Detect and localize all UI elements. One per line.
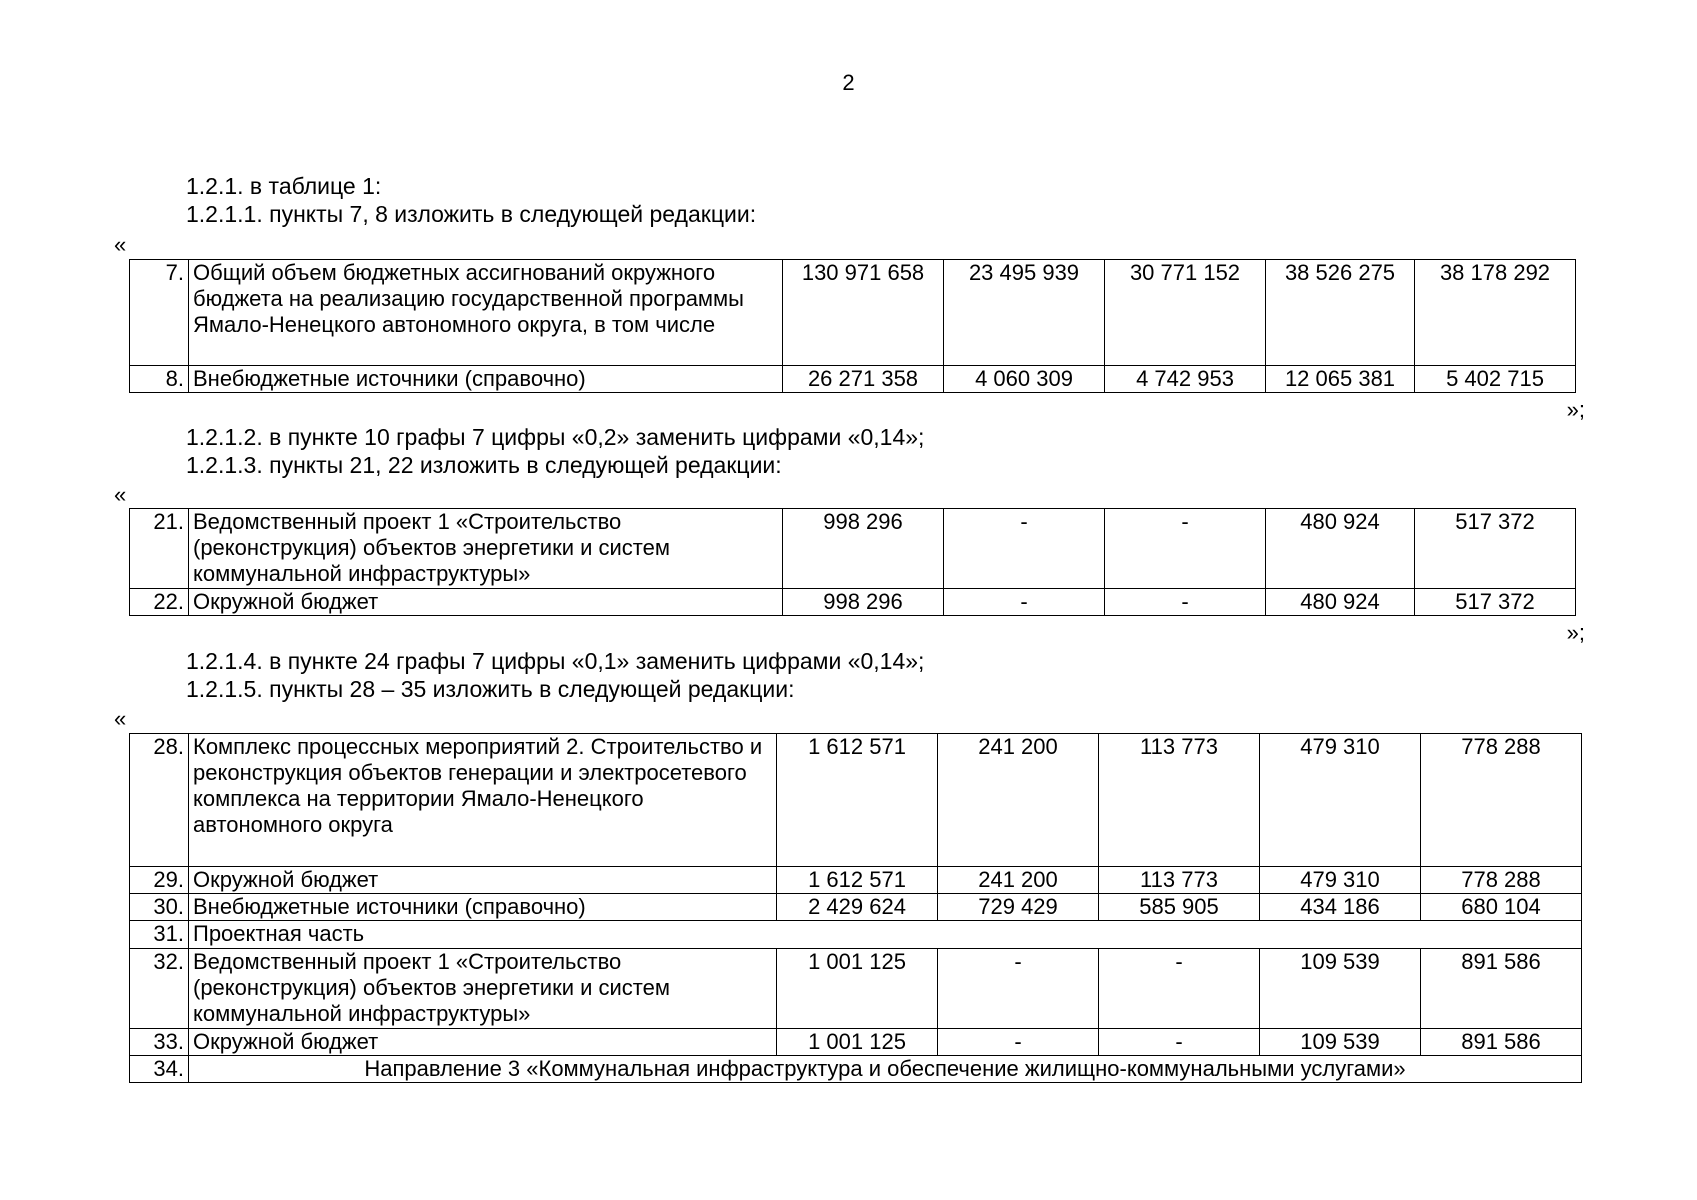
row-name: Ведомственный проект 1 «Строительство (реконструкция) объектов энергетики и систем коммунальной инфраструктуры»	[189, 509, 783, 589]
table-row	[130, 589, 1576, 616]
table-rows-21-22	[129, 508, 1576, 616]
value-cell: 38 526 275	[1266, 260, 1415, 366]
value-cell: -	[1105, 509, 1266, 589]
table-row	[130, 509, 1576, 589]
table-row	[130, 867, 1582, 894]
table-row	[130, 894, 1582, 921]
value-cell: 998 296	[783, 589, 944, 616]
value-cell: 517 372	[1415, 589, 1576, 616]
paragraph-1-2-1-4: 1.2.1.4. в пункте 24 графы 7 цифры «0,1» заменить цифрами «0,14»;	[186, 648, 925, 674]
value-cell: -	[944, 509, 1105, 589]
paragraph-1-2-1-1: 1.2.1.1. пункты 7, 8 изложить в следующей редакции:	[186, 201, 757, 227]
row-number: 8.	[130, 366, 189, 393]
value-cell: 113 773	[1099, 734, 1260, 867]
value-cell: 778 288	[1421, 734, 1582, 867]
row-number: 32.	[130, 949, 189, 1029]
table-row	[130, 949, 1582, 1029]
section-heading-cell: Проектная часть	[189, 921, 1582, 949]
open-quote-3: «	[114, 706, 127, 731]
table-rows-7-8	[129, 259, 1576, 393]
value-cell: 680 104	[1421, 894, 1582, 921]
paragraph-1-2-1: 1.2.1. в таблице 1:	[186, 173, 382, 199]
row-number: 34.	[130, 1056, 189, 1083]
value-cell: 130 971 658	[783, 260, 944, 366]
open-quote-1: «	[114, 232, 127, 257]
value-cell: 38 178 292	[1415, 260, 1576, 366]
value-cell: 4 742 953	[1105, 366, 1266, 393]
value-cell: 479 310	[1260, 867, 1421, 894]
value-cell: 109 539	[1260, 949, 1421, 1029]
value-cell: -	[938, 949, 1099, 1029]
row-name: Окружной бюджет	[189, 867, 777, 894]
row-name: Комплекс процессных мероприятий 2. Строительство и реконструкция объектов генерации и электросетевого комплекса на территории Ямало-Ненецкого автономного округа	[189, 734, 777, 867]
value-cell: 1 001 125	[777, 1029, 938, 1056]
value-cell: 479 310	[1260, 734, 1421, 867]
value-cell: 12 065 381	[1266, 366, 1415, 393]
close-quote-1: »;	[1566, 397, 1585, 422]
table-row	[130, 366, 1576, 393]
value-cell: -	[1105, 589, 1266, 616]
row-name: Внебюджетные источники (справочно)	[189, 894, 777, 921]
value-cell: -	[1099, 949, 1260, 1029]
row-number: 30.	[130, 894, 189, 921]
table-row	[130, 921, 1582, 949]
value-cell: 891 586	[1421, 1029, 1582, 1056]
row-number: 28.	[130, 734, 189, 867]
row-name: Окружной бюджет	[189, 1029, 777, 1056]
paragraph-1-2-1-2: 1.2.1.2. в пункте 10 графы 7 цифры «0,2» заменить цифрами «0,14»;	[186, 424, 925, 450]
value-cell: 2 429 624	[777, 894, 938, 921]
value-cell: 998 296	[783, 509, 944, 589]
value-cell: 4 060 309	[944, 366, 1105, 393]
value-cell: 109 539	[1260, 1029, 1421, 1056]
value-cell: 241 200	[938, 867, 1099, 894]
open-quote-2: «	[114, 482, 127, 507]
value-cell: 1 612 571	[777, 867, 938, 894]
value-cell: 891 586	[1421, 949, 1582, 1029]
paragraph-1-2-1-3: 1.2.1.3. пункты 21, 22 изложить в следующей редакции:	[186, 452, 782, 478]
row-name: Внебюджетные источники (справочно)	[189, 366, 783, 393]
value-cell: -	[938, 1029, 1099, 1056]
row-number: 31.	[130, 921, 189, 949]
value-cell: 1 612 571	[777, 734, 938, 867]
value-cell: 585 905	[1099, 894, 1260, 921]
value-cell: 26 271 358	[783, 366, 944, 393]
row-number: 7.	[130, 260, 189, 366]
row-number: 29.	[130, 867, 189, 894]
value-cell: 23 495 939	[944, 260, 1105, 366]
value-cell: 113 773	[1099, 867, 1260, 894]
value-cell: 1 001 125	[777, 949, 938, 1029]
row-name: Ведомственный проект 1 «Строительство (реконструкция) объектов энергетики и систем коммунальной инфраструктуры»	[189, 949, 777, 1029]
paragraph-1-2-1-5: 1.2.1.5. пункты 28 – 35 изложить в следующей редакции:	[186, 676, 795, 702]
value-cell: 778 288	[1421, 867, 1582, 894]
row-name: Окружной бюджет	[189, 589, 783, 616]
table-row	[130, 734, 1582, 867]
value-cell: 5 402 715	[1415, 366, 1576, 393]
row-number: 21.	[130, 509, 189, 589]
value-cell: 434 186	[1260, 894, 1421, 921]
page-number: 2	[842, 70, 855, 95]
row-number: 22.	[130, 589, 189, 616]
close-quote-2: »;	[1566, 620, 1585, 645]
value-cell: 241 200	[938, 734, 1099, 867]
value-cell: 480 924	[1266, 509, 1415, 589]
value-cell: 729 429	[938, 894, 1099, 921]
row-name: Общий объем бюджетных ассигнований окружного бюджета на реализацию государственной программы Ямало-Ненецкого автономного округа, в том числе	[189, 260, 783, 366]
table-row	[130, 260, 1576, 366]
table-rows-28-35	[129, 733, 1582, 1083]
value-cell: -	[1099, 1029, 1260, 1056]
direction-heading-cell: Направление 3 «Коммунальная инфраструктура и обеспечение жилищно-коммунальными услугами»	[189, 1056, 1582, 1083]
table-row	[130, 1029, 1582, 1056]
value-cell: 480 924	[1266, 589, 1415, 616]
table-row	[130, 1056, 1582, 1083]
value-cell: 517 372	[1415, 509, 1576, 589]
value-cell: 30 771 152	[1105, 260, 1266, 366]
value-cell: -	[944, 589, 1105, 616]
row-number: 33.	[130, 1029, 189, 1056]
